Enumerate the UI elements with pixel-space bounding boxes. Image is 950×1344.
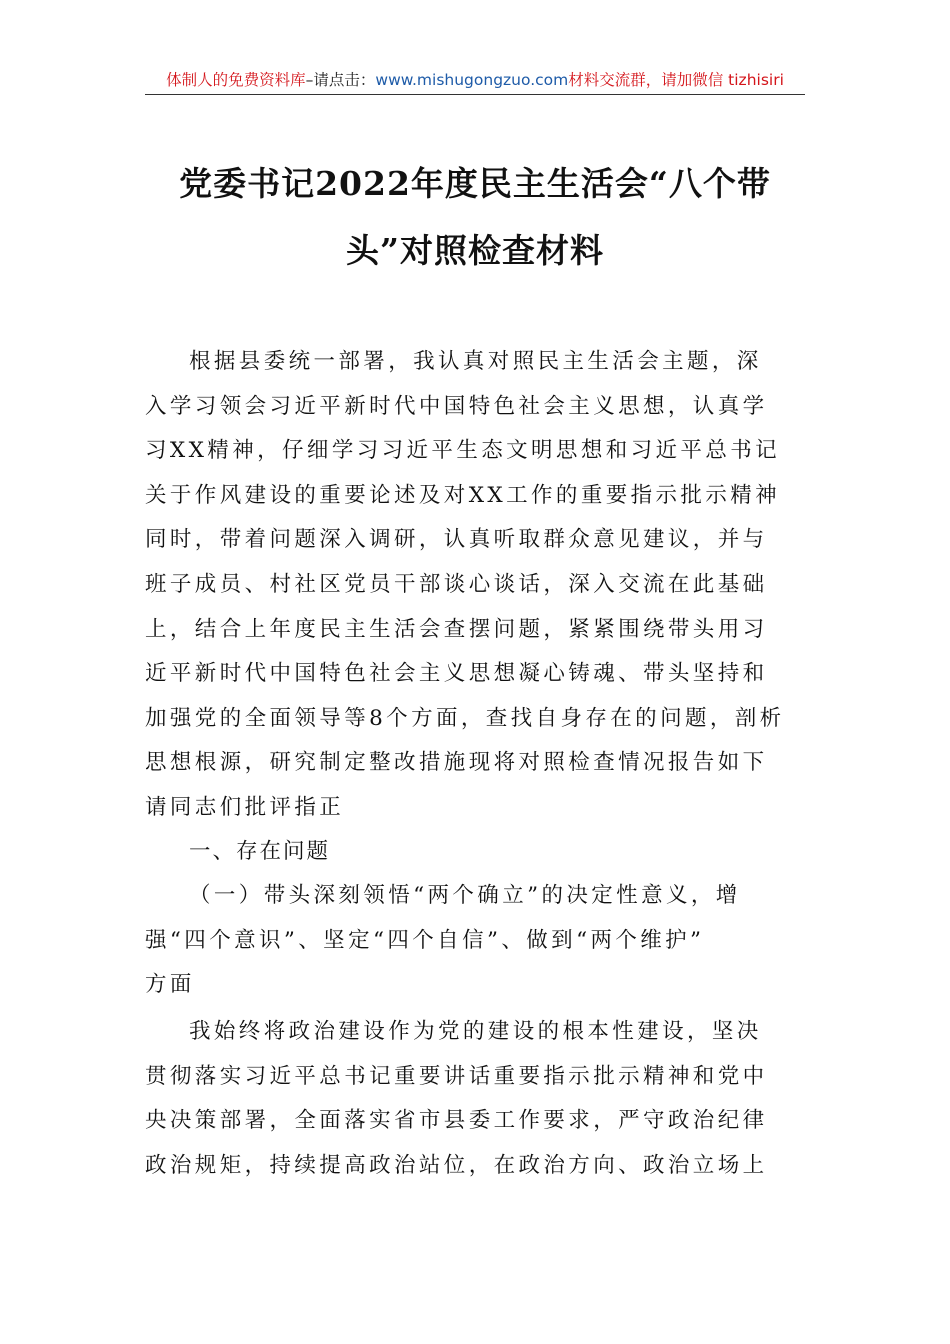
intro-paragraph (145, 340, 805, 831)
page-header (145, 66, 805, 95)
intro-line: 同时，带着问题深入调研，认真听取群众意见建议，并与 (145, 527, 768, 553)
intro-line: 上，结合上年度民主生活会查摆问题，紧紧围绕带头用习 (145, 616, 768, 642)
subsection-line: 强“四个意识”、坚定“四个自信”、做到“两个维护” (145, 927, 705, 953)
header-url-link[interactable]: www.mishugongzuo.com (375, 71, 569, 89)
intro-line: 近平新时代中国特色社会主义思想凝心铸魂、带头坚持和 (145, 661, 768, 687)
para-line: 贯彻落实习近平总书记重要讲话重要指示批示精神和党中 (145, 1063, 768, 1089)
section-heading-1: 一、存在问题 (189, 839, 331, 864)
intro-line: 加强党的全面领导等8个方面，查找自身存在的问题，剖析 (145, 705, 785, 731)
title-line-2: 头”对照检查材料 (346, 231, 604, 270)
intro-line: 入学习领会习近平新时代中国特色社会主义思想，认真学 (145, 393, 768, 419)
para-line: 央决策部署，全面落实省市县委工作要求，严守政治纪律 (145, 1108, 768, 1134)
intro-line: 根据县委统一部署，我认真对照民主生活会主题，深 (189, 349, 762, 374)
subsection-line: 方面 (145, 972, 195, 998)
intro-line: 班子成员、村社区党员干部谈心谈话，深入交流在此基础 (145, 571, 768, 597)
para-line: 我始终将政治建设作为党的建设的根本性建设，坚决 (189, 1019, 762, 1044)
header-brand: 体制人的免费资料库 (166, 71, 306, 89)
intro-line: 习XX精神，仔细学习习近平生态文明思想和习近平总书记 (145, 438, 781, 464)
subsection-heading-1 (145, 874, 805, 1008)
para-line: 政治规矩，持续提高政治站位，在政治方向、政治立场上 (145, 1152, 768, 1178)
document-title (145, 150, 805, 284)
intro-line: 思想根源，研究制定整改措施现将对照检查情况报告如下 (145, 750, 768, 776)
header-prompt: –请点击： (305, 71, 376, 89)
title-line-1: 党委书记2022年度民主生活会“八个带 (179, 164, 771, 203)
subsection-line: （一）带头深刻领悟“两个确立”的决定性意义，增 (189, 883, 741, 908)
body-paragraph-2 (145, 1010, 805, 1188)
header-suffix: 材料交流群，请加微信 tizhisiri (568, 71, 784, 89)
intro-line: 请同志们批评指正 (145, 794, 345, 820)
intro-line: 关于作风建设的重要论述及对XX工作的重要指示批示精神 (145, 482, 781, 508)
